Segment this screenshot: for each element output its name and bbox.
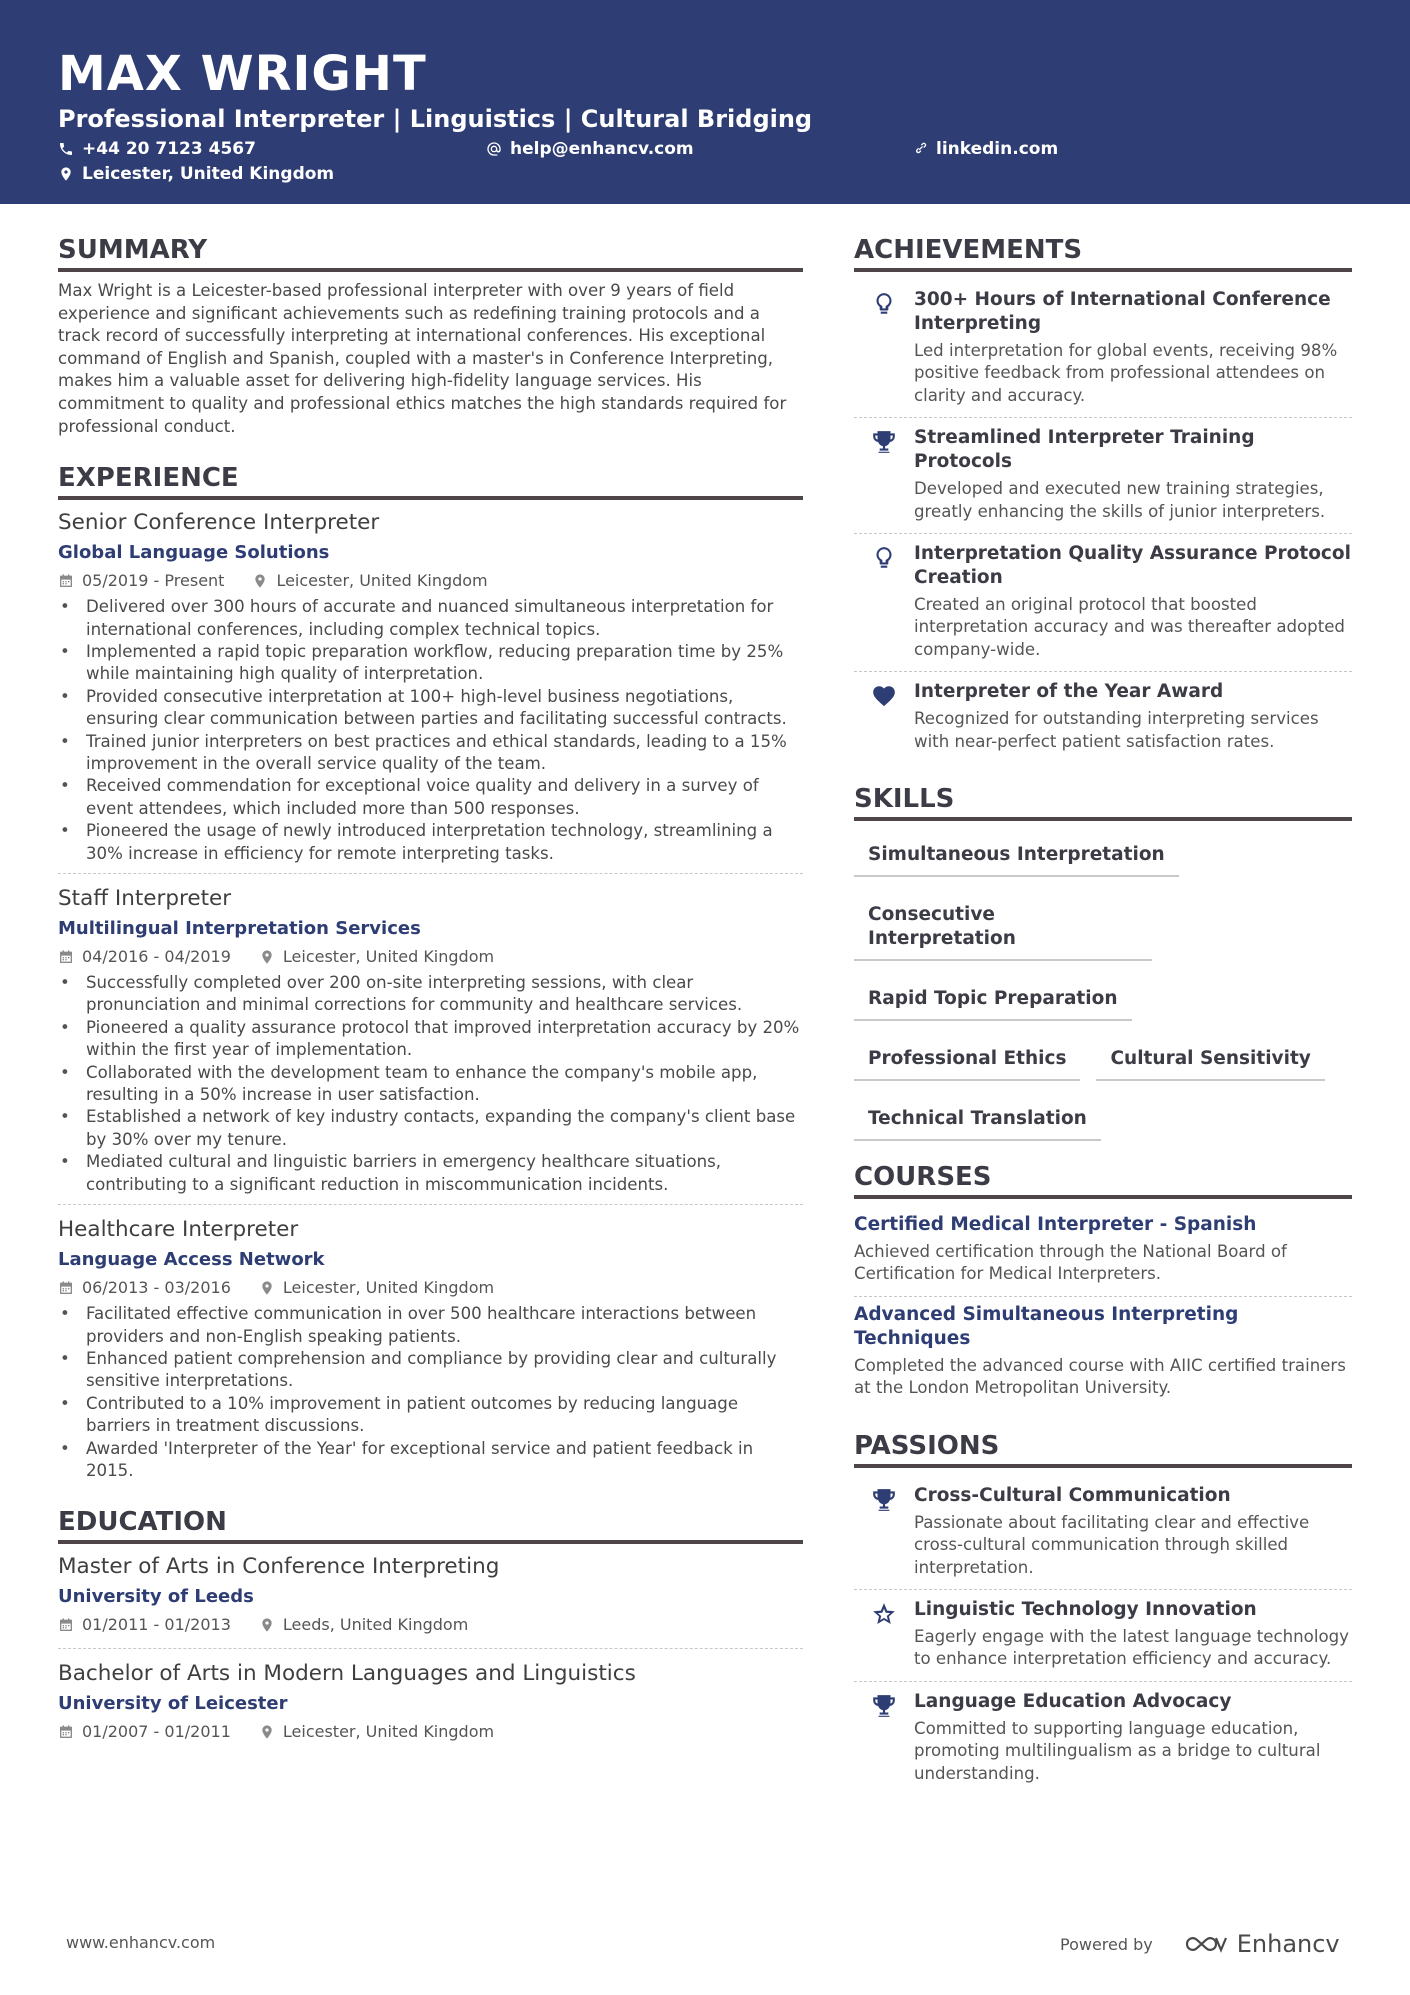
- course-item: [854, 1297, 1352, 1410]
- job-location: Leicester, United Kingdom: [282, 1278, 495, 1298]
- job-bullet: • Pioneered the usage of newly introduced interpretation technology, streamlining a 30% increase in efficiency for remote interpreting tasks.: [58, 820, 803, 865]
- calendar-icon: [58, 1617, 74, 1633]
- email-text[interactable]: help@enhancv.com: [510, 139, 694, 159]
- passion-title: Cross-Cultural Communication: [914, 1484, 1231, 1506]
- job-bullet: • Received commendation for exceptional voice quality and delivery in a survey of event attendees, which included more than 500 responses.: [58, 775, 803, 820]
- course-desc: Completed the advanced course with AIIC certified trainers at the London Metropolitan University.: [854, 1355, 1346, 1398]
- job-title: Senior Conference Interpreter: [58, 510, 380, 536]
- experience-entry: [58, 508, 803, 874]
- job-dates: 05/2019 - Present: [82, 571, 225, 591]
- contact-email[interactable]: [486, 138, 694, 160]
- left-column: [58, 232, 803, 1765]
- achievements-heading: ACHIEVEMENTS: [854, 232, 1352, 272]
- education-location: Leicester, United Kingdom: [282, 1722, 495, 1742]
- job-bullets: [58, 1303, 803, 1482]
- experience-heading: EXPERIENCE: [58, 460, 803, 500]
- enhancv-logo-icon: [1183, 1932, 1229, 1956]
- summary-heading: SUMMARY: [58, 232, 803, 272]
- school-name: University of Leicester: [58, 1693, 288, 1715]
- job-location: Leicester, United Kingdom: [276, 571, 488, 591]
- achievement-desc: Recognized for outstanding interpreting services with near-perfect patient satisfaction rates.: [914, 709, 1319, 751]
- footer-branding: [1060, 1930, 1340, 1958]
- job-bullet: • Successfully completed over 200 on-site interpreting sessions, with clear pronunciation and minimal corrections for community and healthcare services.: [58, 972, 803, 1017]
- job-bullet: • Pioneered a quality assurance protocol that improved interpretation accuracy by 20% within the first year of implementation.: [58, 1017, 803, 1062]
- enhancv-logo[interactable]: [1183, 1930, 1340, 1958]
- achievement-desc: Created an original protocol that boosted interpretation accuracy and was thereafter adopted company-wide.: [914, 595, 1345, 659]
- at-icon: [486, 141, 502, 157]
- job-dates: 06/2013 - 03/2016: [82, 1278, 231, 1298]
- achievement-title: 300+ Hours of International Conference Interpreting: [914, 289, 1331, 334]
- passion-title: Linguistic Technology Innovation: [914, 1598, 1257, 1620]
- link-icon: [912, 141, 928, 157]
- experience-entry: [58, 884, 803, 1205]
- job-bullet: • Established a network of key industry contacts, expanding the company's client base by 30% over my tenure.: [58, 1106, 803, 1151]
- candidate-tagline: Professional Interpreter | Linguistics | Cultural Bridging: [58, 105, 813, 133]
- calendar-icon: [58, 573, 74, 589]
- skill-tag: Professional Ethics: [854, 1043, 1080, 1081]
- star-icon: [871, 1601, 897, 1627]
- location-pin-icon: [259, 1724, 275, 1740]
- heart-icon: [871, 683, 897, 709]
- skill-tag: Simultaneous Interpretation: [854, 839, 1179, 877]
- phone-text: +44 20 7123 4567: [82, 139, 256, 159]
- calendar-icon: [58, 949, 74, 965]
- company-name: Global Language Solutions: [58, 542, 330, 564]
- degree-title: Bachelor of Arts in Modern Languages and Linguistics: [58, 1661, 636, 1687]
- phone-icon: [58, 141, 74, 157]
- job-title: Staff Interpreter: [58, 886, 232, 912]
- candidate-name: MAX WRIGHT: [58, 46, 427, 102]
- location-pin-icon: [252, 573, 268, 589]
- education-heading: EDUCATION: [58, 1504, 803, 1544]
- powered-by-label: Powered by: [1060, 1934, 1153, 1954]
- skill-tag: Consecutive Interpretation: [854, 899, 1152, 961]
- passion-title: Language Education Advocacy: [914, 1690, 1232, 1712]
- education-dates: 01/2011 - 01/2013: [82, 1615, 231, 1635]
- achievement-title: Interpretation Quality Assurance Protocol Creation: [914, 543, 1351, 589]
- education-location: Leeds, United Kingdom: [282, 1615, 469, 1635]
- summary-text: Max Wright is a Leicester-based professional interpreter with over 9 years of field experience and significant achievements such as redefining training protocols and a track record of successfully interpreting at international conferences. His exceptional command of English and Spanish, coupled with a master's in Conference Interpreting, makes him a valuable asset for delivering high-fidelity language services. His commitment to quality and professional ethics matches the high standards required for professional conduct.: [58, 281, 787, 436]
- experience-entry: [58, 1215, 803, 1490]
- resume-header: [0, 0, 1410, 204]
- contact-website[interactable]: [912, 138, 1058, 160]
- location-pin-icon: [259, 949, 275, 965]
- course-item: [854, 1207, 1352, 1297]
- job-bullet: • Trained junior interpreters on best practices and ethical standards, leading to a 15% improvement in the overall service quality of the team.: [58, 731, 803, 776]
- achievement-item: [854, 534, 1352, 672]
- job-bullet: • Delivered over 300 hours of accurate and nuanced simultaneous interpretation for international conferences, including complex technical topics.: [58, 596, 803, 641]
- achievement-item: [854, 672, 1352, 763]
- achievement-title: Interpreter of the Year Award: [914, 681, 1224, 703]
- course-title: Certified Medical Interpreter - Spanish: [854, 1214, 1257, 1236]
- website-text[interactable]: linkedin.com: [936, 139, 1059, 159]
- education-entry: [58, 1659, 803, 1755]
- company-name: Multilingual Interpretation Services: [58, 918, 421, 940]
- achievement-item: [854, 418, 1352, 534]
- calendar-icon: [58, 1280, 74, 1296]
- passion-item: [854, 1476, 1352, 1590]
- job-bullet: • Implemented a rapid topic preparation workflow, reducing preparation time by 25% while maintaining high quality of interpretation.: [58, 641, 803, 686]
- achievement-desc: Developed and executed new training strategies, greatly enhancing the skills of junior interpreters.: [914, 479, 1326, 521]
- brand-name: Enhancv: [1236, 1930, 1340, 1958]
- job-meta: [58, 570, 803, 592]
- achievement-item: [854, 280, 1352, 418]
- courses-heading: COURSES: [854, 1159, 1352, 1199]
- passion-desc: Eagerly engage with the latest language technology to enhance interpretation efficiency and accuracy.: [914, 1626, 1349, 1669]
- location-pin-icon: [259, 1280, 275, 1296]
- job-meta: [58, 946, 803, 968]
- passion-desc: Committed to supporting language education, promoting multilingualism as a bridge to cultural understanding.: [914, 1718, 1321, 1783]
- job-bullet: • Facilitated effective communication in over 500 healthcare interactions between providers and non-English speaking patients.: [58, 1303, 803, 1348]
- contact-location: [58, 163, 334, 185]
- course-desc: Achieved certification through the National Board of Certification for Medical Interpreters.: [854, 1242, 1287, 1284]
- trophy-icon: [871, 1487, 897, 1513]
- location-pin-icon: [58, 166, 74, 182]
- lightbulb-icon: [871, 545, 897, 571]
- courses-list: [854, 1207, 1352, 1410]
- trophy-icon: [871, 1693, 897, 1719]
- job-location: Leicester, United Kingdom: [282, 947, 495, 967]
- job-bullet: • Enhanced patient comprehension and compliance by providing clear and culturally sensitive interpretations.: [58, 1348, 803, 1393]
- contact-phone: [58, 138, 256, 160]
- passion-desc: Passionate about facilitating clear and effective cross-cultural communication through skilled interpretation.: [914, 1512, 1310, 1577]
- job-bullets: [58, 596, 803, 865]
- education-list: [58, 1552, 803, 1755]
- skill-tag: Rapid Topic Preparation: [854, 983, 1132, 1021]
- education-meta: [58, 1721, 803, 1743]
- footer-website[interactable]: www.enhancv.com: [66, 1933, 216, 1952]
- job-title: Healthcare Interpreter: [58, 1217, 299, 1243]
- trophy-icon: [871, 429, 897, 455]
- job-bullet: • Provided consecutive interpretation at 100+ high-level business negotiations, ensuring clear communication between parties and facilitating successful contracts.: [58, 686, 803, 731]
- achievement-title: Streamlined Interpreter Training Protocols: [914, 427, 1255, 473]
- experience-list: [58, 508, 803, 1490]
- passion-item: [854, 1590, 1352, 1682]
- education-dates: 01/2007 - 01/2011: [82, 1722, 231, 1742]
- location-pin-icon: [259, 1617, 275, 1633]
- passion-item: [854, 1682, 1352, 1795]
- job-bullet: • Mediated cultural and linguistic barriers in emergency healthcare situations, contributing to a significant reduction in miscommunication incidents.: [58, 1151, 803, 1196]
- skill-tag: Technical Translation: [854, 1103, 1101, 1141]
- job-bullet: • Awarded 'Interpreter of the Year' for exceptional service and patient feedback in 2015.: [58, 1438, 803, 1483]
- skills-list: [854, 829, 1352, 1159]
- job-bullets: [58, 972, 803, 1196]
- degree-title: Master of Arts in Conference Interpreting: [58, 1554, 500, 1580]
- school-name: University of Leeds: [58, 1586, 254, 1608]
- job-bullet: • Collaborated with the development team to enhance the company's mobile app, resulting in a 50% increase in user satisfaction.: [58, 1062, 803, 1107]
- passions-heading: PASSIONS: [854, 1428, 1352, 1468]
- job-meta: [58, 1277, 803, 1299]
- job-bullet: • Contributed to a 10% improvement in patient outcomes by reducing language barriers in treatment discussions.: [58, 1393, 803, 1438]
- job-dates: 04/2016 - 04/2019: [82, 947, 231, 967]
- education-entry: [58, 1552, 803, 1649]
- skills-heading: SKILLS: [854, 781, 1352, 821]
- lightbulb-icon: [871, 291, 897, 317]
- location-text: Leicester, United Kingdom: [82, 164, 335, 184]
- passions-list: [854, 1476, 1352, 1795]
- company-name: Language Access Network: [58, 1249, 325, 1271]
- course-title: Advanced Simultaneous Interpreting Techniques: [854, 1303, 1239, 1349]
- education-meta: [58, 1614, 803, 1636]
- skill-tag: Cultural Sensitivity: [1096, 1043, 1324, 1081]
- right-column: [854, 232, 1352, 1795]
- achievements-list: [854, 280, 1352, 763]
- calendar-icon: [58, 1724, 74, 1740]
- achievement-desc: Led interpretation for global events, receiving 98% positive feedback from professional attendees on clarity and accuracy.: [914, 341, 1338, 405]
